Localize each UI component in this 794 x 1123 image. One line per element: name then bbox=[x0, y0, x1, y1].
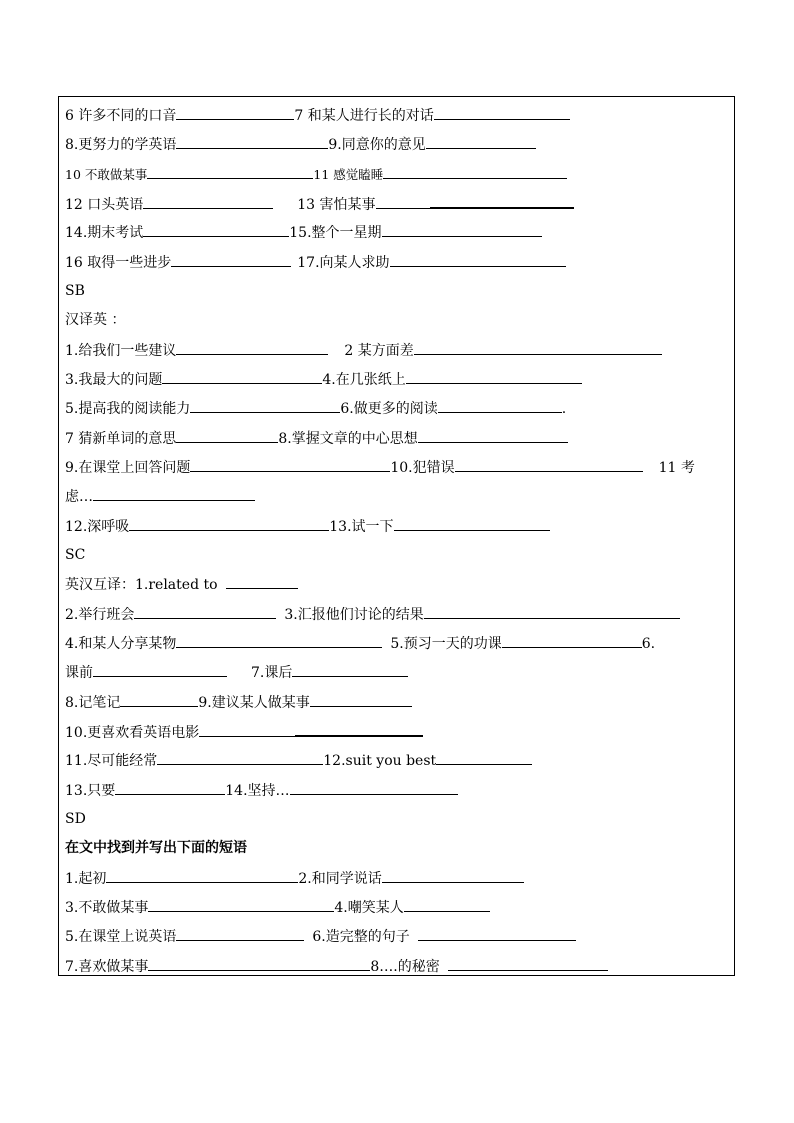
item-4: 4.在几张纸上 bbox=[322, 372, 406, 388]
answer-blank[interactable] bbox=[382, 868, 524, 883]
line-sb-11-cont bbox=[65, 486, 255, 507]
item-15: 15.整个一星期 bbox=[289, 225, 382, 241]
item-9: 9.同意你的意见 bbox=[328, 137, 426, 153]
item-8: 8….的秘密 bbox=[370, 959, 440, 975]
item-1: 英汉互译：1.related to bbox=[65, 577, 218, 593]
answer-blank[interactable] bbox=[390, 252, 566, 267]
answer-blank[interactable] bbox=[382, 222, 542, 237]
answer-blank[interactable] bbox=[115, 780, 225, 795]
line-sc-8-9 bbox=[65, 692, 412, 713]
item-7: 7 猜新单词的意思 bbox=[65, 431, 177, 447]
section-label-sb: SB bbox=[65, 283, 85, 299]
line-sc-2-3 bbox=[65, 604, 680, 625]
line-phrases-12-13 bbox=[65, 193, 574, 215]
item-11: 11 感觉瞌睡 bbox=[313, 167, 384, 182]
answer-blank[interactable] bbox=[430, 193, 574, 209]
section-heading-translate-cn-en: 汉译英 ： bbox=[65, 312, 126, 328]
line-sb-7-8 bbox=[65, 428, 568, 449]
answer-blank[interactable] bbox=[424, 604, 680, 619]
answer-blank[interactable] bbox=[176, 633, 382, 648]
item-1: 1.给我们一些建议 bbox=[65, 343, 177, 359]
worksheet-frame bbox=[58, 96, 735, 976]
answer-blank[interactable] bbox=[383, 164, 567, 179]
answer-blank[interactable] bbox=[176, 105, 294, 120]
line-sd-5-6 bbox=[65, 926, 576, 947]
item-8: 8.记笔记 bbox=[65, 695, 121, 711]
line-phrases-14-15 bbox=[65, 222, 542, 243]
section-label-sd: SD bbox=[65, 811, 86, 827]
item-2: 2.和同学说话 bbox=[298, 871, 382, 887]
line-sc-13-14 bbox=[65, 780, 458, 801]
item-6-start: 6. bbox=[641, 636, 656, 652]
answer-blank[interactable] bbox=[455, 457, 643, 472]
answer-blank[interactable] bbox=[190, 457, 390, 472]
line-phrases-6-7 bbox=[65, 105, 570, 126]
item-11: 11.尽可能经常 bbox=[65, 753, 158, 769]
item-6: 6.造完整的句子 bbox=[312, 929, 410, 945]
item-6: 6 许多不同的口音 bbox=[65, 108, 177, 124]
line-sb-12-13 bbox=[65, 516, 550, 537]
answer-blank[interactable] bbox=[93, 486, 255, 501]
line-sc-4-5-6 bbox=[65, 633, 655, 654]
answer-blank[interactable] bbox=[147, 164, 313, 179]
item-6-end: 课前 bbox=[65, 665, 93, 681]
line-sd-7-8 bbox=[65, 956, 608, 977]
line-sc-11-12 bbox=[65, 750, 532, 771]
answer-blank[interactable] bbox=[426, 134, 536, 149]
answer-blank[interactable] bbox=[171, 252, 291, 267]
item-2: 2.举行班会 bbox=[65, 607, 135, 623]
item-8: 8.更努力的学英语 bbox=[65, 137, 177, 153]
item-14: 14.坚持… bbox=[225, 783, 290, 799]
answer-blank[interactable] bbox=[176, 340, 328, 355]
answer-blank[interactable] bbox=[93, 662, 227, 677]
answer-blank[interactable] bbox=[502, 633, 642, 648]
answer-blank[interactable] bbox=[199, 722, 295, 737]
line-sb-9-10-11 bbox=[65, 457, 695, 478]
line-sd-3-4 bbox=[65, 897, 490, 918]
item-5: 5.在课堂上说英语 bbox=[65, 929, 177, 945]
line-phrases-8-9 bbox=[65, 134, 536, 155]
answer-blank[interactable] bbox=[226, 574, 298, 589]
item-7: 7 和某人进行长的对话 bbox=[294, 108, 434, 124]
item-10: 10.犯错误 bbox=[390, 460, 455, 476]
answer-blank[interactable] bbox=[106, 868, 298, 883]
item-12: 12.suit you best bbox=[323, 753, 437, 769]
item-9: 9.在课堂上回答问题 bbox=[65, 460, 191, 476]
item-14: 14.期末考试 bbox=[65, 225, 144, 241]
answer-blank[interactable] bbox=[436, 750, 532, 765]
answer-blank[interactable] bbox=[157, 750, 323, 765]
item-13: 13 害怕某事 bbox=[297, 197, 376, 213]
item-6: 6.做更多的阅读 bbox=[340, 401, 438, 417]
answer-blank[interactable] bbox=[162, 369, 322, 384]
item-3: 3.我最大的问题 bbox=[65, 372, 163, 388]
answer-blank[interactable] bbox=[404, 897, 490, 912]
line-sc-10 bbox=[65, 721, 423, 743]
item-1: 1.起初 bbox=[65, 871, 107, 887]
item-9: 9.建议某人做某事 bbox=[198, 695, 310, 711]
answer-blank[interactable] bbox=[290, 780, 458, 795]
item-5: 5.预习一天的功课 bbox=[390, 636, 502, 652]
answer-blank[interactable] bbox=[143, 194, 273, 209]
answer-blank[interactable] bbox=[176, 134, 328, 149]
answer-blank[interactable] bbox=[418, 926, 576, 941]
item-7: 7.喜欢做某事 bbox=[65, 959, 149, 975]
answer-blank[interactable] bbox=[394, 516, 550, 531]
item-13: 13.试一下 bbox=[329, 519, 394, 535]
item-16: 16 取得一些进步 bbox=[65, 255, 172, 271]
answer-blank[interactable] bbox=[310, 692, 412, 707]
item-4: 4.嘲笑某人 bbox=[334, 900, 404, 916]
item-7: 7.课后 bbox=[251, 665, 293, 681]
item-8: 8.掌握文章的中心思想 bbox=[278, 431, 418, 447]
answer-blank[interactable] bbox=[448, 956, 608, 971]
period-mark: . bbox=[561, 401, 567, 417]
line-phrases-16-17 bbox=[65, 252, 566, 273]
answer-blank[interactable] bbox=[406, 369, 582, 384]
item-17: 17.向某人求助 bbox=[297, 255, 390, 271]
item-12: 12.深呼吸 bbox=[65, 519, 130, 535]
item-3: 3.汇报他们讨论的结果 bbox=[284, 607, 424, 623]
answer-blank[interactable] bbox=[176, 428, 278, 443]
answer-blank[interactable] bbox=[176, 926, 304, 941]
answer-blank[interactable] bbox=[438, 398, 562, 413]
item-3: 3.不敢做某事 bbox=[65, 900, 149, 916]
section-label-sc: SC bbox=[65, 547, 86, 563]
answer-blank[interactable] bbox=[148, 897, 334, 912]
item-12: 12 口头英语 bbox=[65, 197, 144, 213]
answer-blank[interactable] bbox=[414, 340, 662, 355]
line-sb-3-4 bbox=[65, 369, 582, 390]
item-10: 10.更喜欢看英语电影 bbox=[65, 725, 200, 741]
answer-blank[interactable] bbox=[376, 194, 430, 209]
answer-blank[interactable] bbox=[190, 398, 340, 413]
answer-blank[interactable] bbox=[143, 222, 289, 237]
answer-blank[interactable] bbox=[292, 662, 408, 677]
line-sd-1-2 bbox=[65, 868, 524, 889]
answer-blank[interactable] bbox=[148, 956, 370, 971]
item-4: 4.和某人分享某物 bbox=[65, 636, 177, 652]
item-13: 13.只要 bbox=[65, 783, 116, 799]
answer-blank[interactable] bbox=[418, 428, 568, 443]
answer-blank[interactable] bbox=[434, 105, 570, 120]
item-10: 10 不敢做某事 bbox=[65, 167, 148, 182]
answer-blank[interactable] bbox=[129, 516, 329, 531]
line-sc-6-7 bbox=[65, 662, 408, 683]
line-sc-1 bbox=[65, 574, 298, 595]
answer-blank[interactable] bbox=[120, 692, 198, 707]
item-11-start: 11 考 bbox=[658, 460, 695, 476]
item-2: 2 某方面差 bbox=[344, 343, 414, 359]
answer-blank[interactable] bbox=[134, 604, 276, 619]
line-sb-1-2 bbox=[65, 340, 662, 361]
section-heading-find-phrases: 在文中找到并写出下面的短语 bbox=[65, 840, 247, 856]
line-sb-5-6 bbox=[65, 398, 566, 419]
answer-blank[interactable] bbox=[295, 721, 423, 737]
line-phrases-10-11 bbox=[65, 164, 567, 185]
item-5: 5.提高我的阅读能力 bbox=[65, 401, 191, 417]
item-11-end: 虑… bbox=[65, 489, 93, 505]
